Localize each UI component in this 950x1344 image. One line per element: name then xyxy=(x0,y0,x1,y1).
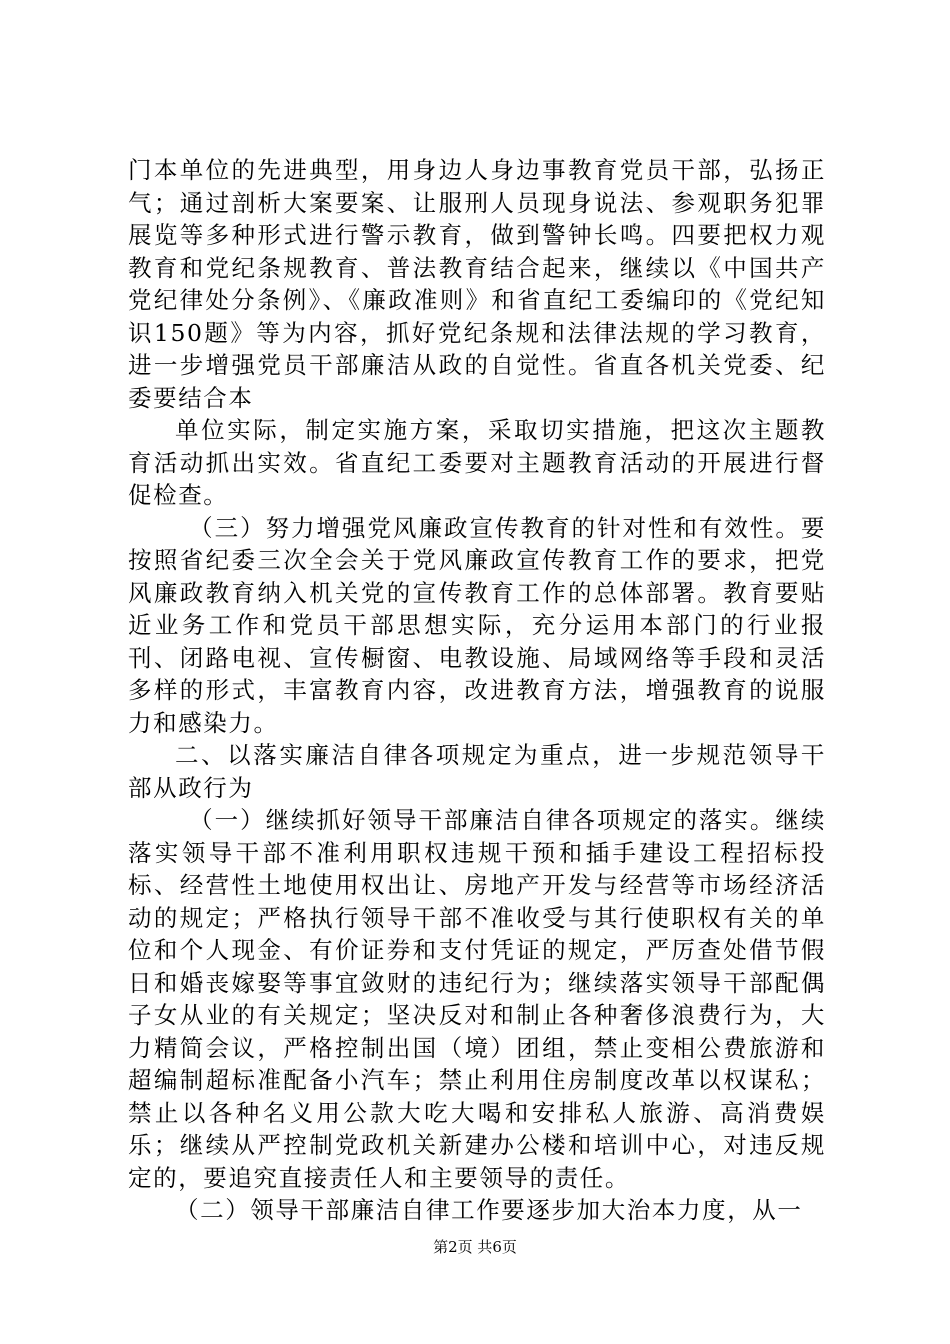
document-body xyxy=(128,154,826,1227)
paragraph-section-2: （二）领导干部廉洁自律工作要逐步加大治本力度，从一 xyxy=(175,1196,803,1224)
paragraph-section-3: （三）努力增强党风廉政宣传教育的针对性和有效性。要按照省纪委三次全会关于党风廉政宣传教育工作的要求，把党风廉政教育纳入机关党的宣传教育工作的总体部署。教育要贴近业务工作和党员干部思想实际，充分运用本部门的行业报刊、闭路电视、宣传橱窗、电教设施、局域网络等手段和灵活多样的形式，丰富教育内容，改进教育方法，增强教育的说服力和感染力。 xyxy=(128,513,826,737)
paragraph-section-1: （一）继续抓好领导干部廉洁自律各项规定的落实。继续落实领导干部不准利用职权违规干预和插手建设工程招标投标、经营性土地使用权出让、房地产开发与经营等市场经济活动的规定；严格执行领导干部不准收受与其行使职权有关的单位和个人现金、有价证券和支付凭证的规定，严厉查处借节假日和婚丧嫁娶等事宜敛财的违纪行为；继续落实领导干部配偶子女从业的有关规定；坚决反对和制止各种奢侈浪费行为，大力精简会议，严格控制出国（境）团组，禁止变相公费旅游和超编制超标准配备小汽车；禁止利用住房制度改革以权谋私；禁止以各种名义用公款大吃大喝和安排私人旅游、高消费娱乐；继续从严控制党政机关新建办公楼和培训中心，对违反规定的，要追究直接责任人和主要领导的责任。 xyxy=(128,806,826,1192)
paragraph-continuation: 门本单位的先进典型，用身边人身边事教育党员干部，弘扬正气；通过剖析大案要案、让服刑人员现身说法、参观职务犯罪展览等多种形式进行警示教育，做到警钟长鸣。四要把权力观教育和党纪条规教育、普法教育结合起来，继续以《中国共产党纪律处分条例》、《廉政准则》和省直纪工委编印的《党纪知识150题》等为内容，抓好党纪条规和法律法规的学习教育，进一步增强党员干部廉洁从政的自觉性。省直各机关党委、纪委要结合本 xyxy=(128,156,826,412)
page-number-footer: 第2页 共6页 xyxy=(433,1238,517,1256)
paragraph-implementation: 单位实际，制定实施方案，采取切实措施，把这次主题教育活动抓出实效。省直纪工委要对主题教育活动的开展进行督促检查。 xyxy=(128,416,826,509)
heading-part-2: 二、以落实廉洁自律各项规定为重点，进一步规范领导干部从政行为 xyxy=(128,741,826,802)
